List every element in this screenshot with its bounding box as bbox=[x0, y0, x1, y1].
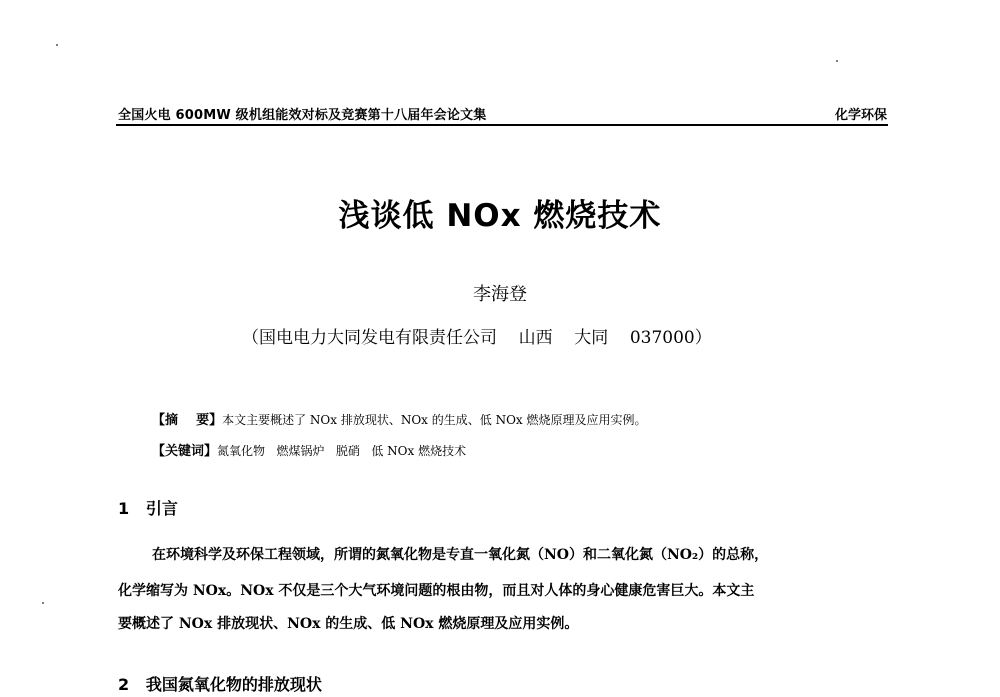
section-heading-introduction: 1 引言 bbox=[118, 499, 178, 518]
section-heading-emission-status: 2 我国氮氧化物的排放现状 bbox=[118, 675, 322, 694]
keywords bbox=[152, 440, 466, 459]
keywords-text: 氮氧化物 燃煤锅炉 脱硝 低 NOx 燃烧技术 bbox=[217, 444, 467, 458]
paragraph-line: 化学缩写为 NOx。NOx 不仅是三个大气环境问题的根由物，而且对人体的身心健康危害巨大。本文主 bbox=[118, 583, 755, 599]
running-header-left: 全国火电 600MW 级机组能效对标及竞赛第十八届年会论文集 bbox=[118, 108, 487, 123]
paragraph-line: 要概述了 NOx 排放现状、NOx 的生成、低 NOx 燃烧原理及应用实例。 bbox=[118, 616, 579, 632]
paragraph-line: 在环境科学及环保工程领域，所谓的氮氧化物是专直一氧化氮（NO）和二氧化氮（NO₂）的总称， bbox=[152, 547, 769, 563]
keywords-label: 【关键词】 bbox=[152, 444, 218, 459]
abstract bbox=[152, 409, 647, 428]
abstract-text: 本文主要概述了 NOx 排放现状、NOx 的生成、低 NOx 燃烧原理及应用实例。 bbox=[222, 413, 647, 427]
scan-speck bbox=[56, 44, 58, 46]
author-affiliation: （国电电力大同发电有限责任公司 山西 大同 037000） bbox=[242, 328, 712, 348]
running-header-right: 化学环保 bbox=[834, 108, 887, 123]
article-title: 浅谈低 NOx 燃烧技术 bbox=[338, 198, 662, 234]
scan-speck bbox=[836, 60, 838, 62]
header-rule bbox=[116, 124, 888, 126]
abstract-label: 【摘 要】 bbox=[152, 413, 223, 428]
scan-speck bbox=[42, 602, 44, 604]
author-name: 李海登 bbox=[473, 284, 527, 305]
